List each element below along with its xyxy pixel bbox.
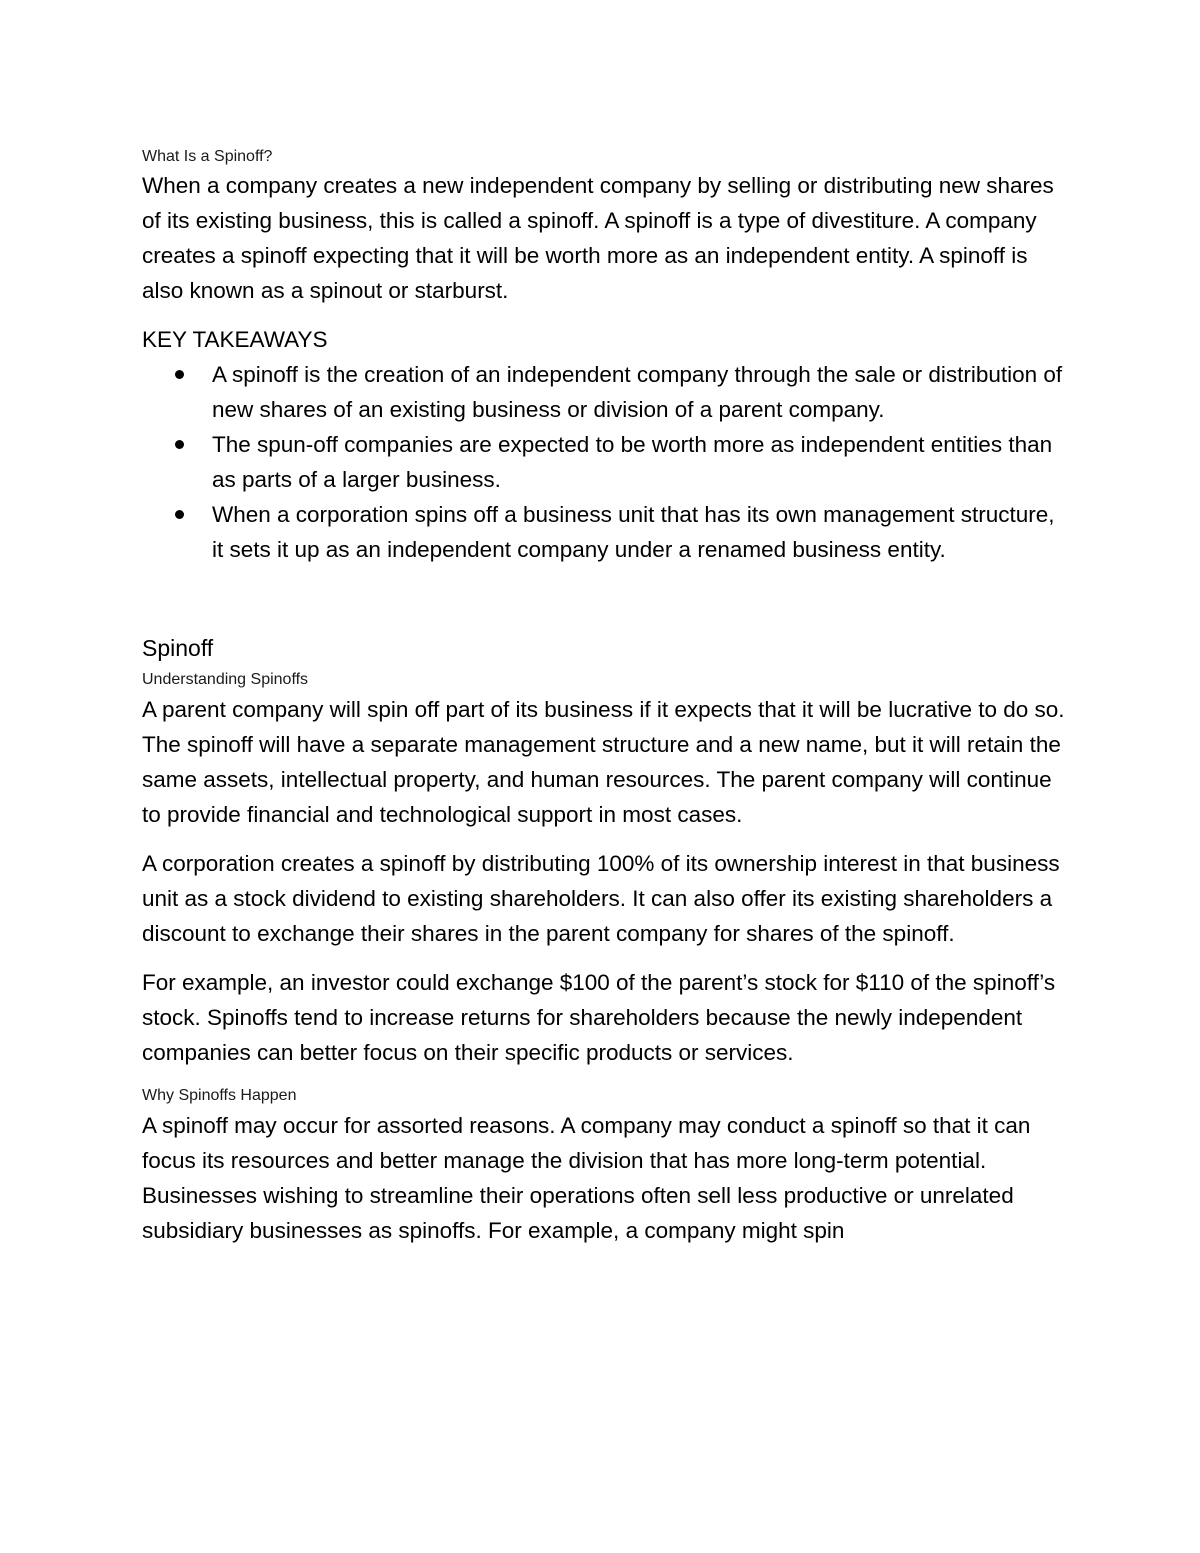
bullet-icon (175, 510, 184, 519)
understanding-paragraph: A corporation creates a spinoff by distributing 100% of its ownership interest in that business unit as a stock dividend to existing shareholders. It can also offer its existing shareholders a discount to exchange their shares in the parent company for shares of the spinoff. (142, 851, 1060, 946)
takeaway-text: A spinoff is the creation of an independent company through the sale or distribution of new shares of an existing business or division of a parent company. (212, 362, 1063, 422)
why-paragraph: A spinoff may occur for assorted reasons. A company may conduct a spinoff so that it can focus its resources and better manage the division that has more long-term potential. Businesses wishing to streamline their operations often sell less productive or unrelated subsidiary businesses as spinoffs. For example, a company might spin (142, 1113, 1031, 1243)
heading-what-is-a-spinoff: What Is a Spinoff? (142, 148, 273, 165)
heading-why-spinoffs-happen: Why Spinoffs Happen (142, 1087, 297, 1104)
key-takeaways-list (142, 357, 1067, 567)
understanding-paragraph: A parent company will spin off part of its business if it expects that it will be lucrative to do so. The spinoff will have a separate management structure and a new name, but it will retain the same assets, intellectual property, and human resources. The parent company will continue to provide financial and technological support in most cases. (142, 697, 1065, 827)
intro-paragraph: When a company creates a new independent company by selling or distributing new shares of its existing business, this is called a spinoff. A spinoff is a type of divestiture. A company creates a spinoff expecting that it will be worth more as an independent entity. A spinoff is also known as a spinout or starburst. (142, 173, 1054, 303)
takeaway-text: The spun-off companies are expected to be worth more as independent entities than as parts of a larger business. (212, 432, 1053, 492)
list-item (212, 427, 1067, 497)
understanding-paragraph: For example, an investor could exchange $100 of the parent’s stock for $110 of the spinoff’s stock. Spinoffs tend to increase returns for shareholders because the newly independent companies can better focus on their specific products or services. (142, 970, 1056, 1065)
heading-understanding-spinoffs: Understanding Spinoffs (142, 671, 309, 688)
section-title-spinoff: Spinoff (142, 635, 214, 661)
takeaway-text: When a corporation spins off a business unit that has its own management structure, it sets it up as an independent company under a renamed business entity. (212, 502, 1055, 562)
document-content (142, 146, 1067, 1248)
list-item (212, 497, 1067, 567)
key-takeaways-heading: KEY TAKEAWAYS (142, 327, 328, 352)
bullet-icon (175, 370, 184, 379)
list-item (212, 357, 1067, 427)
bullet-icon (175, 440, 184, 449)
